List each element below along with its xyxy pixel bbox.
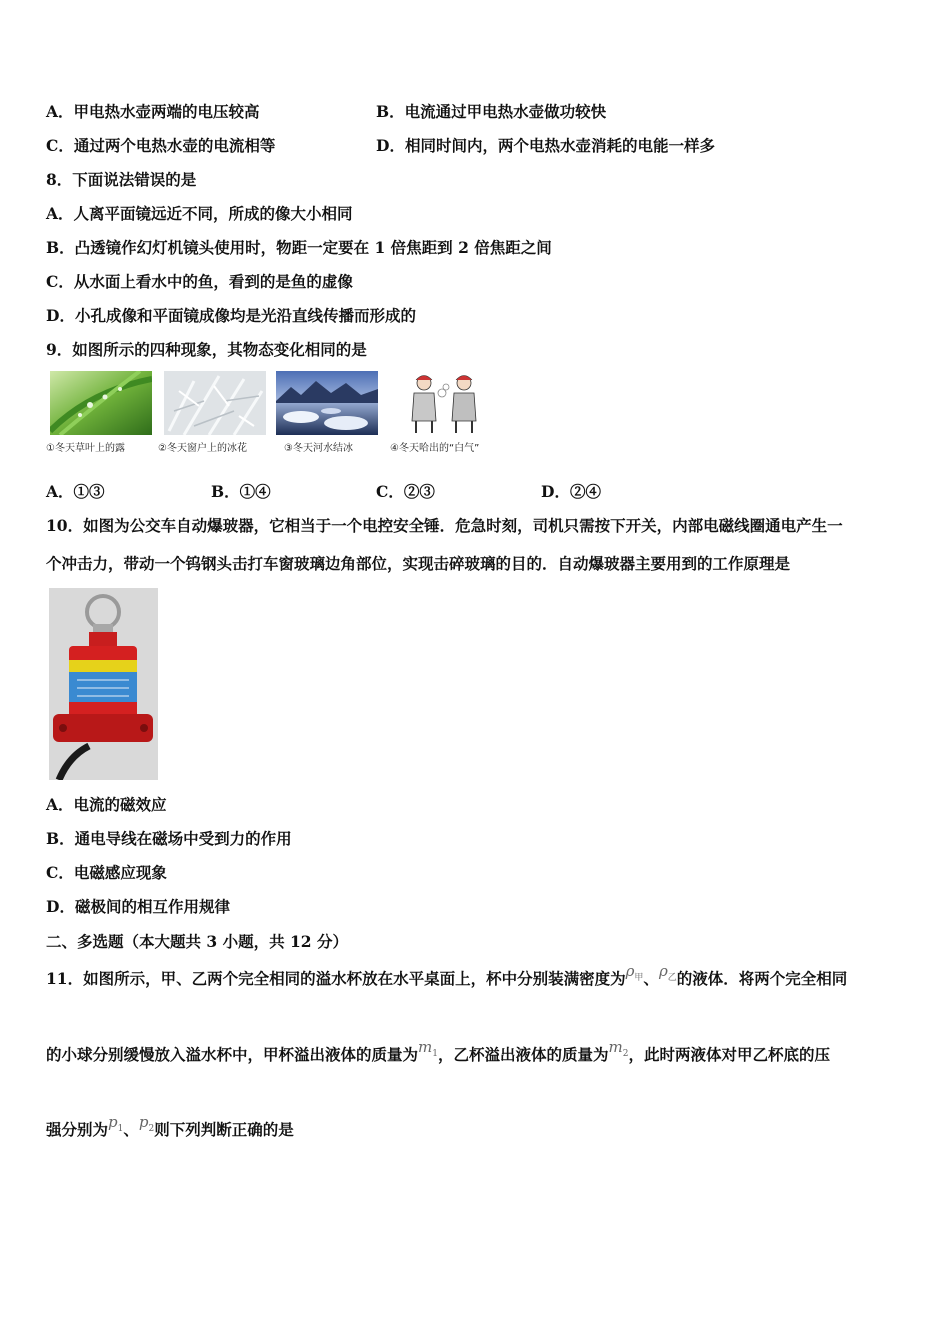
q9-caption-4: ④冬天哈出的“白气” xyxy=(390,443,480,454)
q10-option-b: B．通电导线在磁场中受到力的作用 xyxy=(46,829,292,848)
q11-sep2: 、 xyxy=(123,1120,139,1139)
rho-yi-sub: 乙 xyxy=(667,973,677,983)
m1-sub: 1 xyxy=(432,1049,438,1059)
q7-option-a: A．甲电热水壶两端的电压较高 xyxy=(46,102,260,121)
q8-stem: 8．下面说法错误的是 xyxy=(46,170,197,189)
q8-option-c: C．从水面上看水中的鱼，看到的是鱼的虚像 xyxy=(46,272,353,291)
p1: p xyxy=(108,1113,118,1131)
q11-line3 xyxy=(46,1113,294,1147)
q11-line2 xyxy=(46,1038,830,1072)
q9-option-c: C．②③ xyxy=(376,482,435,501)
q9-caption-2: ②冬天窗户上的冰花 xyxy=(158,443,247,454)
q8-option-b: B．凸透镜作幻灯机镜头使用时，物距一定要在 1 倍焦距到 2 倍焦距之间 xyxy=(46,238,552,257)
q9-caption-3: ③冬天河水结冰 xyxy=(284,443,353,454)
section-heading: 二、多选题（本大题共 3 小题，共 12 分） xyxy=(46,932,348,951)
breath-fog-cartoon xyxy=(394,371,496,435)
q11-line3-text-b: 则下列判断正确的是 xyxy=(154,1120,294,1139)
q10-stem-line1: 10．如图为公交车自动爆玻器，它相当于一个电控安全锤．危急时刻，司机只需按下开关，内部电磁线圈通电产生一 xyxy=(46,516,843,535)
q10-option-d: D．磁极间的相互作用规律 xyxy=(46,897,230,916)
q9-option-b: B．①④ xyxy=(211,482,271,501)
q9-option-d: D．②④ xyxy=(541,482,601,501)
q8-option-d: D．小孔成像和平面镜成像均是光沿直线传播而形成的 xyxy=(46,306,416,325)
rho-yi-symbol xyxy=(658,962,677,983)
p2-sub: 2 xyxy=(148,1124,155,1134)
p2-symbol xyxy=(138,1113,155,1134)
q11-line2-text-a: 的小球分别缓慢放入溢水杯中，甲杯溢出液体的质量为 xyxy=(46,1045,419,1064)
p1-symbol xyxy=(108,1113,124,1134)
q7-option-b: B．电流通过甲电热水壶做功较快 xyxy=(376,102,607,121)
m2-sub: 2 xyxy=(622,1049,629,1059)
q11-line1-text-b: 的液体．将两个完全相同 xyxy=(676,969,848,988)
m1: m xyxy=(418,1038,433,1056)
frozen-river-photo xyxy=(276,371,378,435)
rho-jia: ρ xyxy=(625,962,635,980)
q11-line1 xyxy=(46,962,848,996)
dew-on-grass-photo xyxy=(50,371,152,435)
q7-option-c: C．通过两个电热水壶的电流相等 xyxy=(46,136,276,155)
rho-jia-sub: 甲 xyxy=(634,973,644,983)
auto-glass-breaker-photo xyxy=(49,588,158,780)
q9-figure xyxy=(46,371,494,455)
q8-option-a: A．人离平面镜远近不同，所成的像大小相同 xyxy=(46,204,353,223)
q11-sep1: 、 xyxy=(643,969,659,988)
p2: p xyxy=(138,1113,149,1131)
window-frost-photo xyxy=(164,371,266,435)
p1-sub: 1 xyxy=(117,1124,124,1134)
q10-option-a: A．电流的磁效应 xyxy=(46,795,167,814)
rho-yi: ρ xyxy=(658,962,668,980)
q10-option-c: C．电磁感应现象 xyxy=(46,863,167,882)
q9-caption-1: ①冬天草叶上的露 xyxy=(46,443,125,454)
m2-symbol xyxy=(608,1038,629,1059)
q9-stem: 9．如图所示的四种现象，其物态变化相同的是 xyxy=(46,340,367,359)
q10-stem-line2: 个冲击力，带动一个钨钢头击打车窗玻璃边角部位，实现击碎玻璃的目的．自动爆玻器主要用到的工作原理是 xyxy=(46,554,791,573)
q7-option-d: D．相同时间内，两个电热水壶消耗的电能一样多 xyxy=(376,136,715,155)
q11-line2-text-b: ，乙杯溢出液体的质量为 xyxy=(437,1045,609,1064)
m2: m xyxy=(608,1038,623,1056)
m1-symbol xyxy=(418,1038,438,1059)
q11-line3-text-a: 强分别为 xyxy=(46,1120,109,1139)
q11-line2-text-c: ，此时两液体对甲乙杯底的压 xyxy=(628,1045,830,1064)
q9-option-a: A．①③ xyxy=(46,482,105,501)
q11-line1-text-a: 11．如图所示，甲、乙两个完全相同的溢水杯放在水平桌面上，杯中分别装满密度为 xyxy=(46,969,626,988)
rho-jia-symbol xyxy=(625,962,644,983)
